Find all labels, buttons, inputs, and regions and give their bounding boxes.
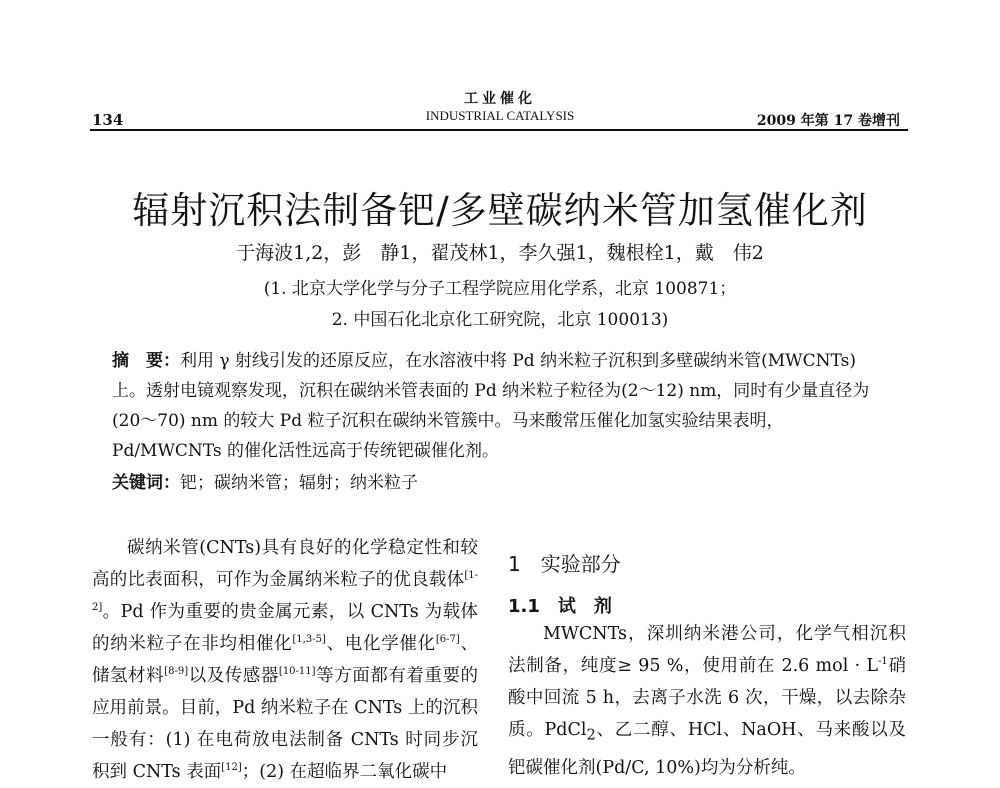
- abstract-label: 摘 要：: [112, 351, 180, 371]
- intro-paragraph: 碳纳米管(CNTs)具有良好的化学稳定性和较高的比表面积，可作为金属纳米粒子的优良载体[1-2]。Pd 作为重要的贵金属元素，以 CNTs 为载体的纳米粒子在非均相催化[1,3-5]、电化学催化[6-7]、储氢材料[8-9]以及传感器[10-11]等方面都有着重要的应用前景。目前，Pd 纳米粒子在 CNTs 上的沉积一般有：(1) 在电荷放电法制备 CNTs 时同步沉积到 CNTs 表面[12]；(2) 在超临界二氧化碳中: [92, 538, 479, 782]
- page-number: 134: [92, 111, 124, 129]
- affiliation-2: 2. 中国石化北京化工研究院，北京 100013): [331, 310, 669, 330]
- issue-label: 2009 年第 17 卷增刊: [756, 113, 900, 129]
- citation: [1-2]: [92, 570, 478, 613]
- keywords-text: 钯；碳纳米管；辐射；纳米粒子: [180, 473, 418, 493]
- section-heading-experimental: 1 实验部分: [508, 552, 621, 576]
- intro-column: [92, 532, 478, 788]
- journal-title-en: INDUSTRIAL CATALYSIS: [425, 108, 575, 123]
- keywords: [112, 468, 418, 493]
- citation: [12]: [221, 762, 242, 773]
- subscript: 2: [586, 726, 596, 744]
- superscript: -1: [878, 656, 888, 667]
- abstract: [112, 346, 884, 466]
- reagents-paragraph: MWCNTs，深圳纳米港公司，化学气相沉积法制备，纯度≥ 95 %，使用前在 2.6 mol · $L^{-1}$硝酸中回流 5 h，去离子水洗 6 次，干燥，以去除杂质。PdCl$_2$、乙二醇、HCl、NaOH、马来酸以及钯碳催化剂(Pd/C, 10%)均为分析纯。: [508, 624, 906, 778]
- subsection-heading-reagents: 1.1 试 剂: [508, 596, 612, 617]
- affiliation-1: (1. 北京大学化学与分子工程学院应用化学系，北京 100871；: [263, 279, 737, 299]
- author-list: 于海波1,2，彭 静1，翟茂林1，李久强1，魏根栓1，戴 伟2: [236, 242, 764, 264]
- citation: [6-7]: [435, 634, 460, 645]
- keywords-label: 关键词：: [112, 473, 180, 493]
- citation: [10-11]: [278, 666, 316, 677]
- paper-title: 辐射沉积法制备钯/多壁碳纳米管加氢催化剂: [132, 189, 868, 232]
- reagents-column: [508, 618, 906, 784]
- header-rule: [90, 129, 908, 131]
- citation: [1,3-5]: [292, 634, 326, 645]
- journal-title-cn: 工业催化: [464, 91, 536, 107]
- citation: [8-9]: [164, 666, 189, 677]
- abstract-text: 利用 γ 射线引发的还原反应，在水溶液中将 Pd 纳米粒子沉积到多壁碳纳米管(MWCNTs)上。透射电镜观察发现，沉积在碳纳米管表面的 Pd 纳米粒子粒径为(2～12) nm，同时有少量直径为(20～70) nm 的较大 Pd 粒子沉积在碳纳米管簇中。马来酸常压催化加氢实验结果表明，Pd/MWCNTs 的催化活性远高于传统钯碳催化剂。: [112, 351, 870, 461]
